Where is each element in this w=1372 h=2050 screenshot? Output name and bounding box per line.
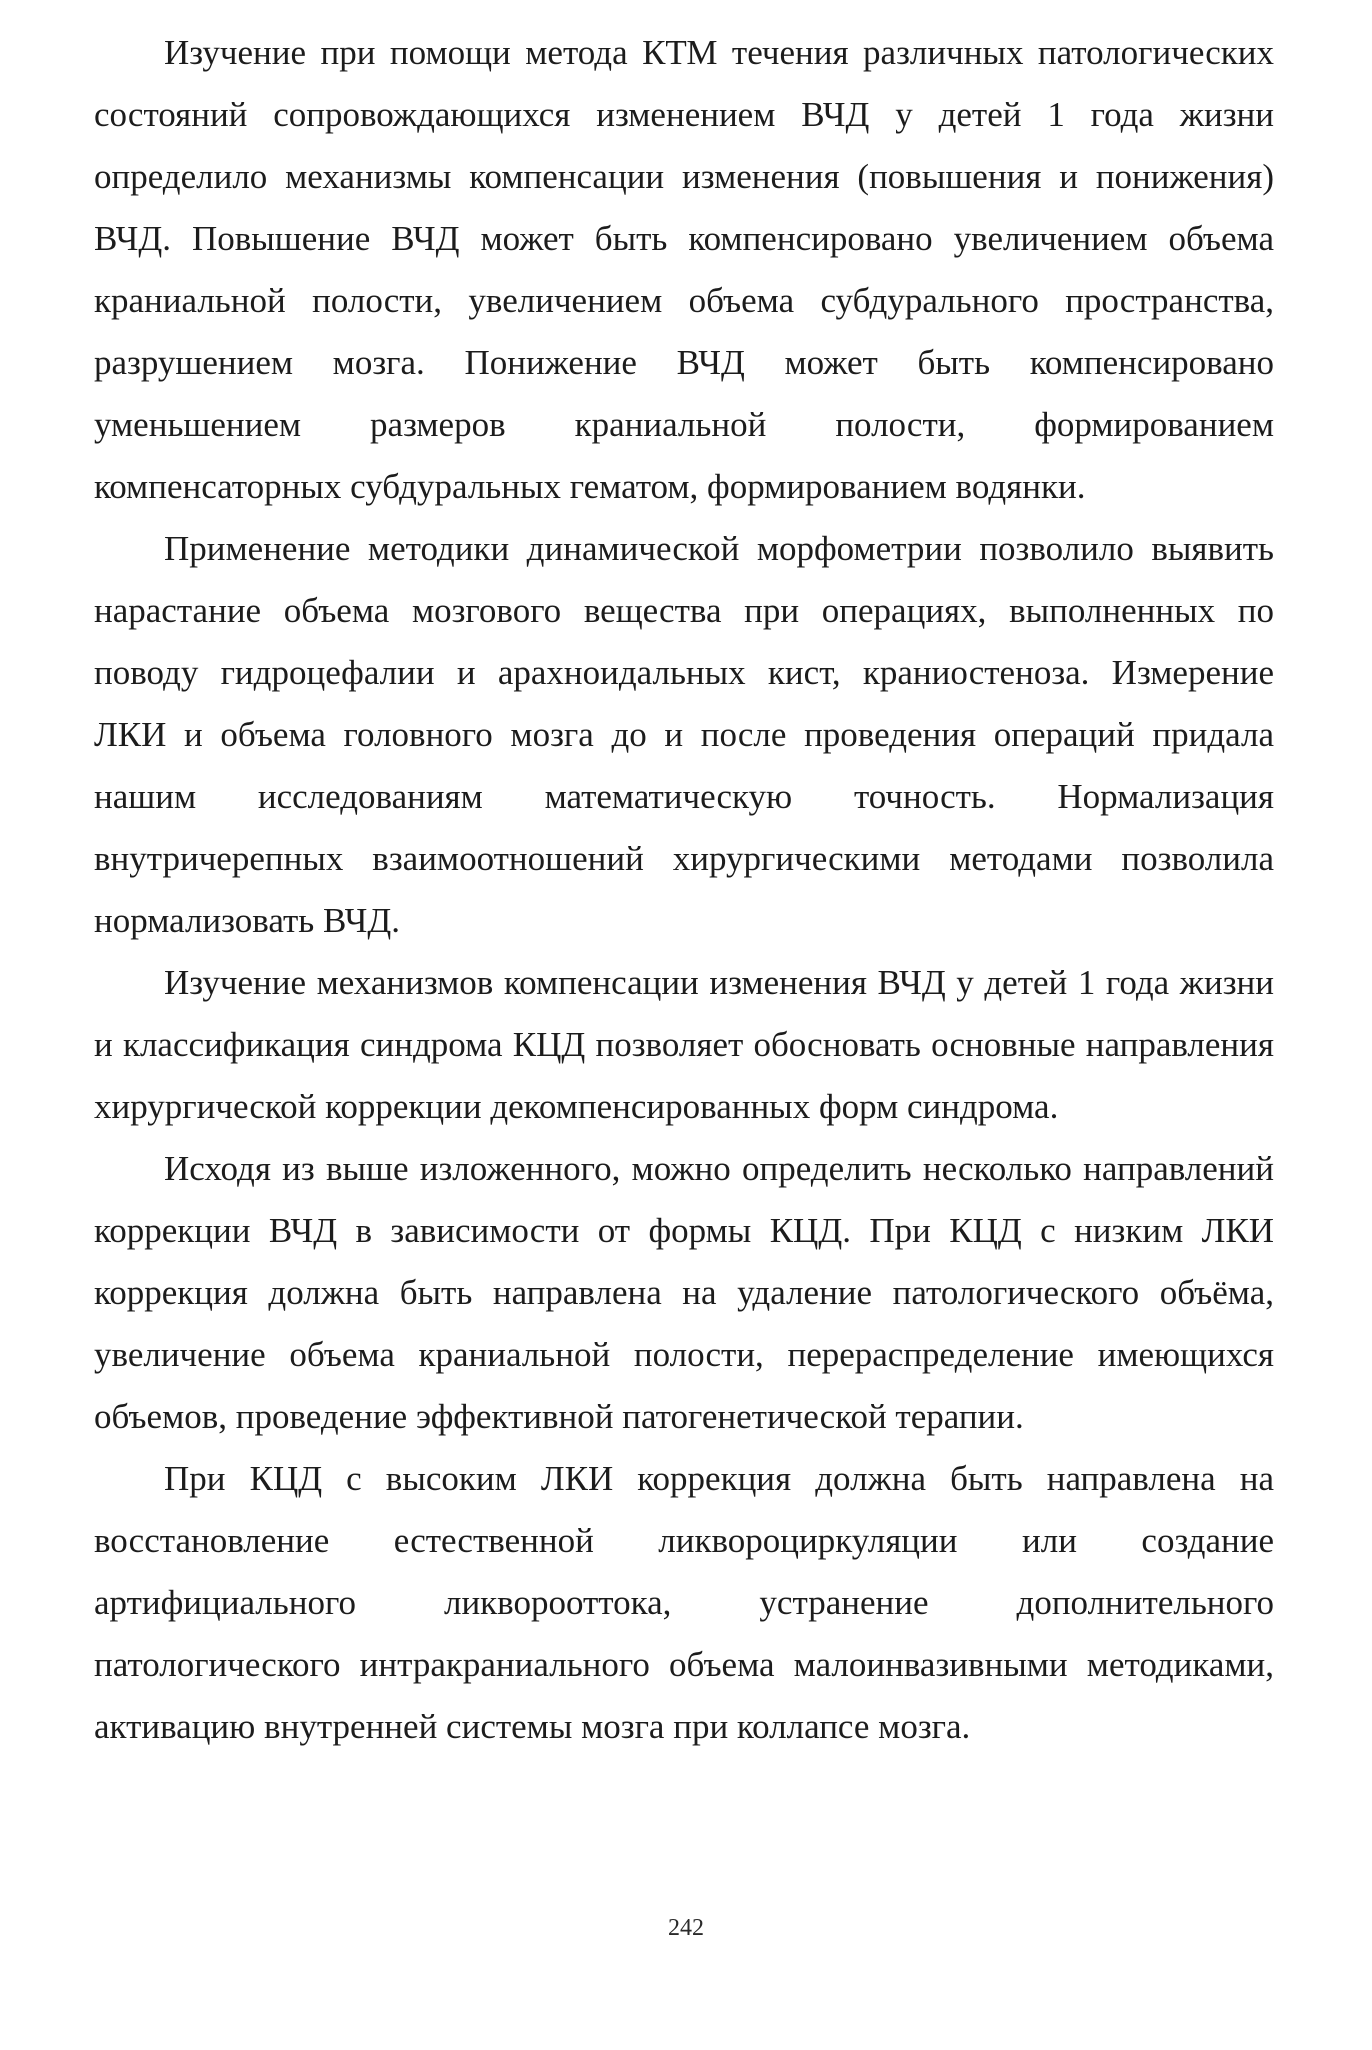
paragraph-ktm-study: Изучение при помощи метода КТМ течения различных патологических состояний сопровождающихся изменением ВЧД у детей 1 года жизни определило механизмы компенсации изменения (повышения и понижения) ВЧД. Повышение ВЧД может быть компенсировано увеличением объема краниальной полости, увеличением объема субдурального пространства, разрушением мозга. Понижение ВЧД может быть компенсировано уменьшением размеров краниальной полости, формированием компенсаторных субдуральных гематом, формированием водянки. [94,33,1274,506]
page-number: 242 [668,1915,704,1941]
paragraph-high-lki-correction: При КЦД с высоким ЛКИ коррекция должна быть направлена на восстановление естественной ликвороциркуляции или создание артифициального ликворооттока, устранение дополнительного патологического интракраниального объема малоинвазивными методиками, активацию внутренней системы мозга при коллапсе мозга. [94,1459,1274,1746]
paragraph-low-lki-correction: Исходя из выше изложенного, можно определить несколько направлений коррекции ВЧД в зависимости от формы КЦД. При КЦД с низким ЛКИ коррекция должна быть направлена на удаление патологического объёма, увеличение объема краниальной полости, перераспределение имеющихся объемов, проведение эффективной патогенетической терапии. [94,1149,1274,1436]
text-body [94,22,1274,1758]
paragraph-compensation-mechanisms: Изучение механизмов компенсации изменения ВЧД у детей 1 года жизни и классификация синдрома КЦД позволяет обосновать основные направления хирургической коррекции декомпенсированных форм синдрома. [94,963,1274,1126]
paragraph-morphometry: Применение методики динамической морфометрии позволило выявить нарастание объема мозгового вещества при операциях, выполненных по поводу гидроцефалии и арахноидальных кист, краниостеноза. Измерение ЛКИ и объема головного мозга до и после проведения операций придала нашим исследованиям математическую точность. Нормализация внутричерепных взаимоотношений хирургическими методами позволила нормализовать ВЧД. [94,529,1274,940]
